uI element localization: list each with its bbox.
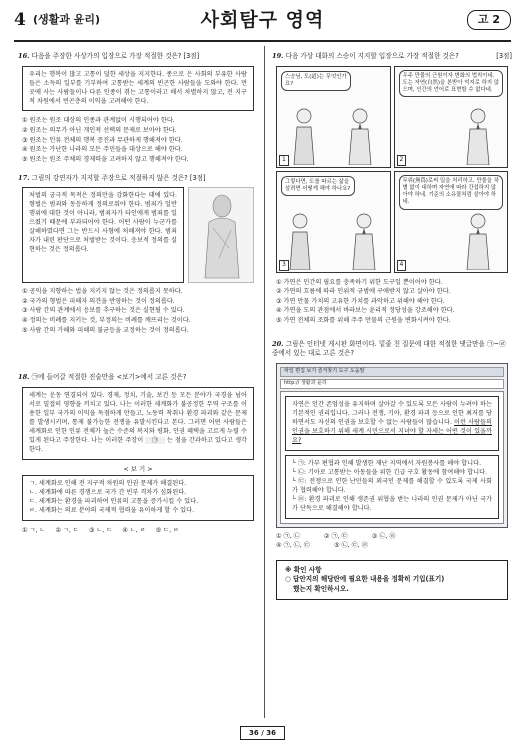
question-20-options[interactable] [276, 532, 512, 551]
panel-number: 3 [279, 260, 289, 271]
page-header [0, 0, 525, 44]
option-3[interactable]: ③ 원조는 인류 전체의 행복 증진과 무관하게 행해져야 한다. [22, 136, 183, 144]
notice-line: 했는지 확인하시오. [293, 584, 349, 593]
header-rule [14, 40, 511, 42]
bogi-item: ㄷ. 세계화는 환경을 파괴하여 인류의 고통을 증가시킬 수 있다. [29, 497, 199, 505]
comic-panel-4 [394, 171, 509, 273]
browser-menu-bar: 파일 편집 보기 즐겨찾기 도구 도움말 [280, 367, 504, 377]
option-1[interactable]: ① ㄱ, ㄴ [22, 526, 46, 534]
comic-panel-1 [276, 66, 391, 168]
option-1[interactable]: ① ㉠, ㉡ [276, 532, 300, 540]
option-5[interactable]: ⑤ ㄷ, ㄹ [155, 526, 180, 534]
option-2[interactable]: ② 원조는 의무가 아닌 개인적 선택의 문제로 보아야 한다. [22, 127, 177, 135]
question-19-stem: 19. 다음 가상 대화의 스승이 지지할 입장으로 가장 적절한 것은? [3점] [272, 52, 512, 60]
question-19 [272, 52, 512, 326]
speech-bubble: 우주 만물의 근원이자 변화의 법칙이네. 도는 자연(自然)을 본받아 억지로 하지 않으며, 인간의 언어로 표현할 수 없다네. [399, 70, 504, 98]
option-3[interactable]: ③ ㉡, ㉣ [371, 532, 396, 540]
option-1[interactable]: ① 원조는 원조 대상의 인종과 관계없이 시행되어야 한다. [22, 117, 175, 125]
question-19-options[interactable] [276, 278, 512, 326]
option-4[interactable]: ④ 정의는 비례를 지키는 것, 부정의는 비례를 깨뜨리는 것이다. [22, 316, 191, 324]
comment-item: └ ㉢: 전쟁으로 인한 난민들의 외국인 문제를 해결할 수 있도록 국제 사회가 협력해야 합니다. [292, 477, 492, 494]
comic-panel-2 [394, 66, 509, 168]
option-4[interactable]: ④ ㄴ, ㄹ [122, 526, 146, 534]
post-body: 자연은 인간 존엄성을 유지하며 살아갈 수 있도록 모든 사람이 누려야 하는 기본적인 권리입니다. 그러나 전쟁, 기아, 환경 파괴 등으로 인한 최저를 당하면서도 자신의 인권을 보호할 수 없는 사람들이 많습니다. 이런 사람들의 인권을 보호하기 위해 세계 시민으로서 지녀야 할 자세는 어떤 것이 있을까요? [285, 396, 499, 451]
philosopher-statue-image [188, 187, 254, 283]
question-17-passage: 처벌의 궁극적 목적은 정의만을 강화한다는 데에 있다. 형벌은 범죄와 동등하게 정의로워야 한다. 범죄가 일반 행위에 대한 것이 아니라, 범죄자가 타인에게 범죄를 일으켰기 때문에 부과되어야 한다. 어떤 사람이 누군가를 살해하였다면 그는 반드시 사형에 처해져야 한다. 범죄자가 내린 판단으로 처벌받는 것이다. 응보적 정의를 실현하는 것은 정의롭다. [22, 187, 184, 283]
question-18 [18, 373, 258, 535]
question-17-figure [22, 187, 254, 283]
notice-title: ※ 확인 사항 [285, 565, 322, 574]
check-notice [276, 560, 508, 601]
question-17-options[interactable] [22, 287, 258, 335]
bogi-item: ㄹ. 세계화는 의료 분야의 국제적 협력을 유이하게 할 수 있다. [29, 506, 195, 514]
option-2[interactable]: ② 가연의 흐름에 따라 인위적 규범에 구애받지 않고 살아야 한다. [276, 288, 451, 296]
comic-panel-3 [276, 171, 391, 273]
option-5[interactable]: ⑤ ㉡, ㉢, ㉣ [333, 542, 368, 550]
option-4[interactable]: ④ 원조는 가난한 나라의 모든 주민들을 대상으로 해야 한다. [22, 146, 183, 154]
option-1[interactable]: ① 공익을 지향하는 법을 지키지 않는 것은 정의롭지 못하다. [22, 288, 183, 296]
question-16-stem: 16. 다음을 주장한 사상가의 입장으로 가장 적절한 것은? [3점] [18, 52, 200, 60]
bogi-item: ㄱ. 세계화로 인해 전 지구적 차원의 인권 문제가 해결된다. [29, 479, 187, 487]
question-18-stem: 18. ㉠에 들어갈 적절한 진술만을 <보기>에서 고른 것은? [18, 373, 187, 382]
option-5[interactable]: ⑤ 가연 전체의 조화를 위해 주주 만물의 근원을 변화시켜야 한다. [276, 316, 451, 324]
option-2[interactable]: ② ㉠, ㉢ [323, 532, 348, 540]
comment-item: └ ㉣: 환경 파괴로 인해 생존권 위협을 받는 나라의 인권 문제가 아닌 국가가 단독으로 해결해야 합니다. [292, 495, 492, 512]
panel-number: 4 [397, 260, 407, 271]
bogi-item: ㄴ. 세계화에 따른 경쟁으로 국가 간 빈부 격차가 심화된다. [29, 488, 187, 496]
question-20-stem: 20. 그림은 인터넷 게시판 화면이다. 밑줄 친 질문에 대한 적절한 댓글만을 ㉠~㉣ 중에서 있는 대로 고른 것은? [272, 339, 506, 358]
comment-item: └ ㉠: 가부 편협과 인해 발생한 재난 지역에서 자원봉사를 해야 합니다. [292, 459, 482, 467]
question-18-passage: 세계는 운동 연결되어 있다. 경제, 정치, 기술, 보건 등 모든 분야가 국경을 넘어 서로 밀접히 영향을 끼치고 있다. 나는 이러한 세계화가 불공정한 무역 구조를 이용한 일부 국가의 이익을 독점하게 만들고, 노동력 착취나 환경 파괴와 같은 문제를 발생시키며, 통제 불가능한 전쟁을 유발시킨다고 본다. 그러면 어떤 사람들은 세계화로 인한 인류 전체가 높은 수준의 복지와 평화, 인권 혜택을 고르게 누릴 수 있게 된다고 주장한다. 나는 이러한 주장이 ㉠ 는 점을 간과하고 있다고 생각한다. [22, 387, 254, 460]
column-divider [264, 46, 265, 718]
question-20 [272, 340, 512, 551]
comment-list [285, 455, 499, 519]
question-17 [18, 174, 258, 336]
notice-line: ○ 답안지의 해당란에 필요한 내용을 정확히 기입(표기) [285, 575, 445, 584]
panel-number: 1 [279, 155, 289, 166]
question-16-passage: 우리는 행복이 많고 고통이 덜한 세상을 지지한다. 종으로 은 사회의 부유한 사람들은 소득의 일부를 기부하여 고통받는 세계의 빈곤한 사람들을 도와야 한다. 먼 곳에 사는 사람들이나 다른 인종이 겪는 고통이라고 해서 차별하지 않고, 전 지구적 차원에서 빈곤층의 이익을 고려해야 한다. [22, 66, 254, 112]
option-2[interactable]: ② ㄱ, ㄷ [55, 526, 79, 534]
board-post [280, 391, 504, 524]
option-3[interactable]: ③ 가연 만물 가치의 고유한 가치를 과악하고 위해야 해야 한다. [276, 297, 445, 305]
browser-address-bar: http:// 생활과 윤리 [280, 379, 504, 389]
option-2[interactable]: ② 국가의 형벌은 피해자 의견을 반영하는 것이 정의롭다. [22, 297, 175, 305]
comment-item: └ ㉡: 기아로 고통받는 아동들을 위한 긴급 구호 활동에 참여해야 합니다. [292, 468, 488, 476]
speech-bubble: 무위(無爲)로써 일을 처리하고, 만물을 차별 없이 대하며 자연에 따라 간섭하지 않아야 하네. 기준의 소유물처럼 살아야 하네. [399, 175, 504, 210]
option-4[interactable]: ④ ㉠, ㉡, ㉢ [276, 542, 310, 550]
grade-badge: 고 2 [467, 10, 511, 30]
option-4[interactable]: ④ 가연을 도의 관점에서 바라보는 윤리적 정당성을 강조해야 한다. [276, 307, 455, 315]
panel-number: 2 [397, 155, 407, 166]
question-16 [18, 52, 258, 165]
option-3[interactable]: ③ ㄴ, ㄷ [88, 526, 113, 534]
option-1[interactable]: ① 가연은 인간의 필요를 충족하기 위한 도구일 뿐이어야 한다. [276, 278, 443, 286]
option-5[interactable]: ⑤ 사람 간의 가해와 피해의 불균등을 교정하는 것이 정의롭다. [22, 326, 189, 334]
question-16-options[interactable] [22, 116, 258, 164]
browser-window [276, 363, 508, 528]
page-number-header: 4 [14, 10, 26, 30]
option-5[interactable]: ⑤ 원조는 원조 주체의 경제력을 고려하지 않고 행해져야 한다. [22, 155, 189, 163]
right-column [272, 52, 512, 600]
page-indicator: 36 / 36 [240, 726, 285, 740]
page-footer [0, 726, 525, 740]
speech-bubble: 그렇다면, 도를 따르는 삶을 살려면 어떻게 해야 하나요? [281, 176, 355, 197]
exam-title: 사회탐구 영역 [200, 9, 325, 31]
underlined-question: 이런 사람들의 인권을 보호하기 위해 세계 시민으로서 지녀야 할 자세는 어떤 것이 있을까요? [292, 418, 492, 444]
bogi-title: < 보 기 > [123, 464, 153, 473]
question-18-options[interactable] [22, 526, 258, 536]
left-column [18, 52, 258, 544]
subject-label: (생활과 윤리) [33, 13, 101, 26]
bogi-box [22, 475, 254, 521]
option-3[interactable]: ③ 사람 간의 관계에서 응보를 추구하는 것은 실현될 수 있다. [22, 307, 185, 315]
question-17-stem: 17. 그림의 강연자가 지지할 주장으로 적절하지 않은 것은? [3점] [18, 173, 206, 182]
comic-strip [276, 66, 508, 273]
speech-bubble: 스승님, 도(道)는 무엇인가요? [281, 71, 351, 92]
blank-marker: ㉠ [145, 437, 164, 444]
